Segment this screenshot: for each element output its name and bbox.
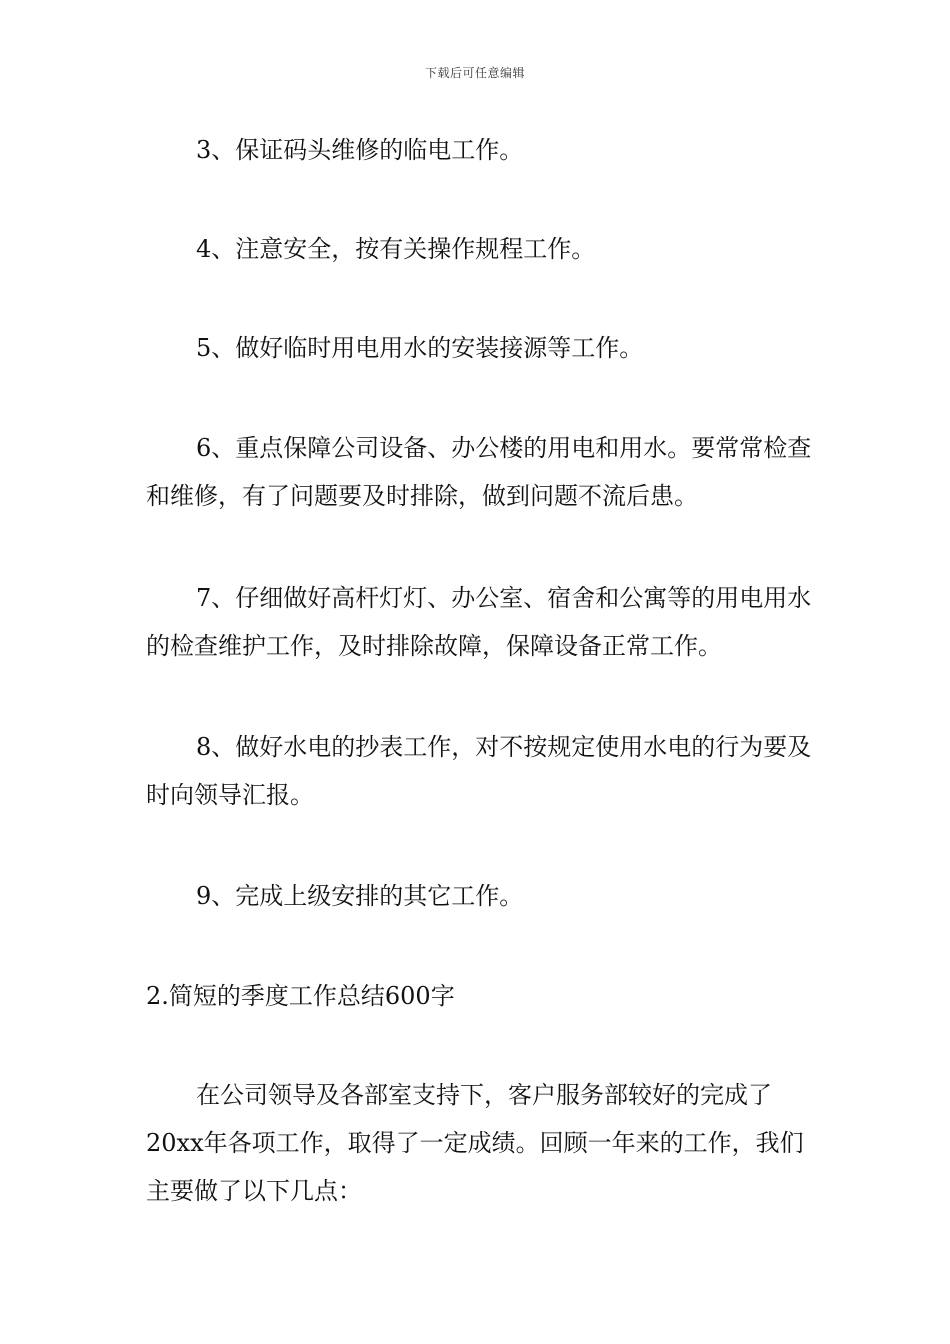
list-item-4: 4、注意安全，按有关操作规程工作。 <box>196 235 596 263</box>
page-header-note: 下载后可任意编辑 <box>424 66 525 80</box>
list-item-3: 3、保证码头维修的临电工作。 <box>196 136 524 164</box>
list-item-7: 7、仔细做好高杆灯灯、办公室、宿舍和公寓等的用电用水的检查维护工作，及时排除故障，保障设备正常工作。 <box>146 584 812 660</box>
list-item-6: 6、重点保障公司设备、办公楼的用电和用水。要常常检查和维修，有了问题要及时排除，做到问题不流后患。 <box>146 434 812 510</box>
section-heading: 2.简短的季度工作总结600字 <box>146 982 455 1010</box>
list-item-8: 8、做好水电的抄表工作，对不按规定使用水电的行为要及时向领导汇报。 <box>146 733 812 809</box>
intro-paragraph: 在公司领导及各部室支持下，客户服务部较好的完成了20xx年各项工作，取得了一定成绩。回顾一年来的工作，我们主要做了以下几点： <box>146 1081 804 1205</box>
list-item-9: 9、完成上级安排的其它工作。 <box>196 882 524 910</box>
list-item-5: 5、做好临时用电用水的安装接源等工作。 <box>196 334 644 362</box>
